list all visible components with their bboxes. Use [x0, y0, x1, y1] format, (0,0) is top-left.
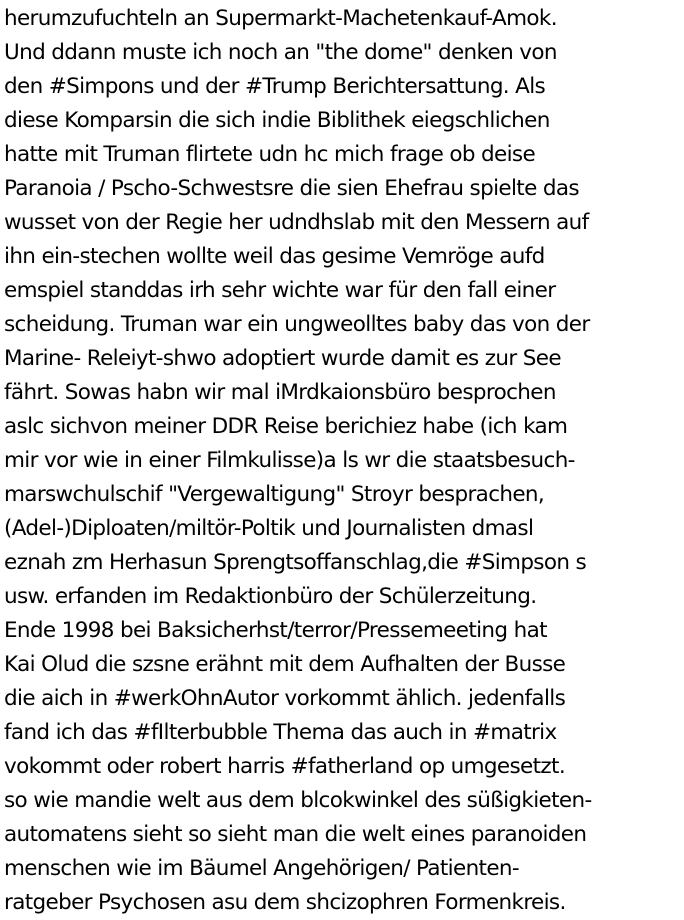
text-line-8: ihn ein-stechen wollte weil das gesime Vemröge aufd: [4, 244, 545, 269]
text-line-24: so wie mandie welt aus dem blcokwinkel des süßigkieten-: [4, 788, 592, 813]
text-line-6: Paranoia / Pscho-Schwestsre die sien Ehefrau spielte das: [4, 176, 579, 201]
text-line-15: marswchulschif "Vergewaltigung" Stroyr besprachen,: [4, 482, 545, 507]
text-line-18: usw. erfanden im Redaktionbüro der Schülerzeitung.: [4, 584, 537, 609]
text-line-25: automatens sieht so sieht man die welt eines paranoiden: [4, 822, 587, 847]
text-line-11: Marine- Releiyt-shwo adoptiert wurde damit es zur See: [4, 346, 561, 371]
text-line-17: eznah zm Herhasun Sprengtsoffanschlag,die #Simpson s: [4, 550, 587, 575]
text-line-13: aslc sichvon meiner DDR Reise berichiez habe (ich kam: [4, 414, 568, 439]
text-line-7: wusset von der Regie her udndhslab mit den Messern auf: [4, 210, 589, 235]
body-text: [4, 2, 684, 920]
text-line-12: fährt. Sowas habn wir mal iMrdkaionsbüro besprochen: [4, 380, 556, 405]
text-line-16: (Adel-)Diploaten/miltör-Poltik und Journalisten dmasl: [4, 516, 534, 541]
text-line-20: Kai Olud die szsne erähnt mit dem Aufhalten der Busse: [4, 652, 566, 677]
text-line-19: Ende 1998 bei Baksicherhst/terror/Pressemeeting hat: [4, 618, 547, 643]
text-line-26: menschen wie im Bäumel Angehörigen/ Patienten-: [4, 856, 519, 881]
text-line-23: vokommt oder robert harris #fatherland op umgesetzt.: [4, 754, 566, 779]
text-line-1: herumzufuchteln an Supermarkt-Machetenkauf-Amok.: [4, 6, 557, 31]
text-line-3: den #Simpons und der #Trump Berichtersattung. Als: [4, 74, 546, 99]
text-line-27: ratgeber Psychosen asu dem shcizophren Formenkreis.: [4, 890, 566, 915]
text-line-21: die aich in #werkOhnAutor vorkommt ählich. jedenfalls: [4, 686, 566, 711]
text-line-5: hatte mit Truman flirtete udn hc mich frage ob deise: [4, 142, 536, 167]
text-line-10: scheidung. Truman war ein ungweolltes baby das von der: [4, 312, 590, 337]
text-line-14: mir vor wie in einer Filmkulisse)a ls wr die staatsbesuch-: [4, 448, 575, 473]
text-line-4: diese Komparsin die sich indie Biblithek eiegschlichen: [4, 108, 550, 133]
text-line-2: Und ddann muste ich noch an "the dome" denken von: [4, 40, 557, 65]
text-line-9: emspiel standdas irh sehr wichte war für den fall einer: [4, 278, 556, 303]
text-line-22: fand ich das #fIlterbubble Thema das auch in #matrix: [4, 720, 557, 745]
